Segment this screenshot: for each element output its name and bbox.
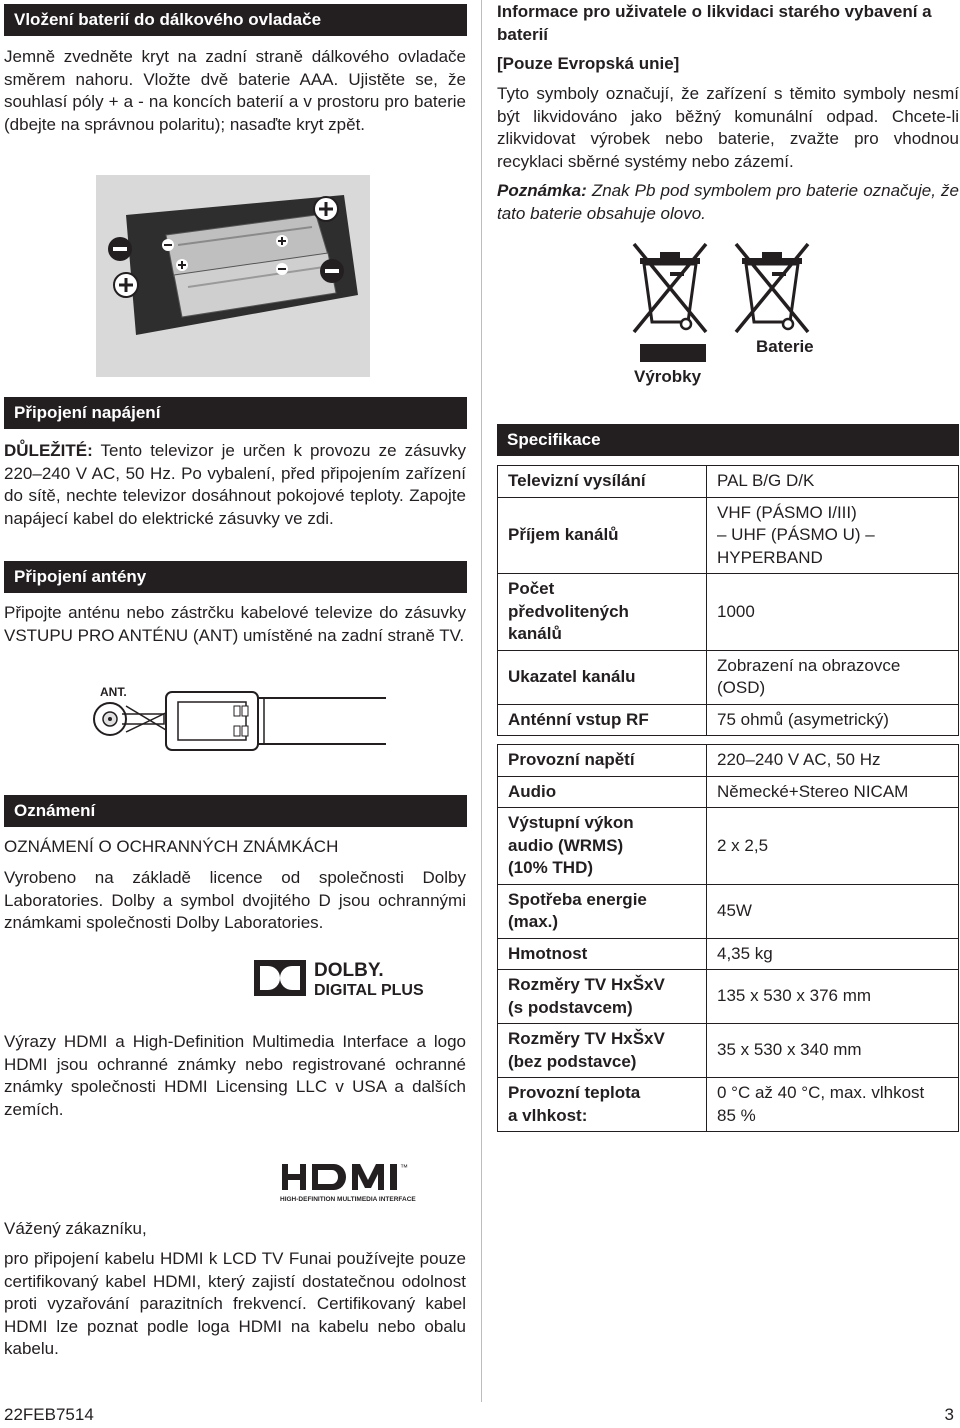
table-row [498, 884, 959, 938]
spec-key: Televizní vysílání [498, 466, 707, 498]
power-heading: Připojení napájení [4, 397, 467, 429]
table-row [498, 808, 959, 885]
spec-value: 35 x 530 x 340 mm [707, 1024, 959, 1078]
weee-products-icon [630, 240, 710, 365]
note-label: Poznámka: [497, 181, 587, 200]
dolby-text: Vyrobeno na základě licence od společnosti Dolby Laboratories. Dolby a symbol dvojitého D jsou ochrannými známkami společnosti Dolby Laboratories. [4, 868, 466, 932]
column-divider [481, 0, 482, 1402]
disposal-text: Tyto symboly označují, že zařízení s těmito symboly nesmí být likvidováno jako běžný komunální odpad. Chcete-li zlikvidovat výrobek nebo baterie, zvažte pro vhodnou recyklaci sběrné systémy nebo zázemí. [497, 84, 959, 171]
table-row [498, 970, 959, 1024]
antenna-heading: Připojení antény [4, 561, 467, 593]
dear-customer: Vážený zákazníku, [4, 1219, 147, 1238]
spec-key: Rozměry TV HxŠxV (s podstavcem) [498, 970, 707, 1024]
spec-key: Ukazatel kanálu [498, 650, 707, 704]
batteries-text: Jemně zvedněte kryt na zadní straně dálkového ovladače směrem nahoru. Vložte dvě baterie AAA. Ujistěte se, že souhlasí póly + a - na koncích baterií a v prostoru pro baterie (dbejte na správnou polaritu); nasaďte kryt zpět. [4, 47, 466, 134]
important-label: DŮLEŽITÉ: [4, 441, 93, 460]
spec-key: Audio [498, 776, 707, 808]
spec-key: Rozměry TV HxŠxV (bez podstavce) [498, 1024, 707, 1078]
ant-label: ANT. [100, 685, 127, 699]
spec-value: Zobrazení na obrazovce (OSD) [707, 650, 959, 704]
disposal-note [497, 180, 959, 225]
dolby-digital-plus-logo [252, 958, 432, 998]
spec-value: 0 °C až 40 °C, max. vlhkost 85 % [707, 1078, 959, 1132]
table-row [498, 1078, 959, 1132]
doc-code: 22FEB7514 [4, 1405, 94, 1424]
antenna-text: Připojte anténu nebo zástrčku kabelové televize do zásuvky VSTUPU PRO ANTÉNU (ANT) umístěné na zadní straně TV. [4, 603, 466, 645]
spec-value: 45W [707, 884, 959, 938]
spec-key: Provozní napětí [498, 745, 707, 777]
disposal-heading: Informace pro uživatele o likvidaci starého vybavení a baterií [497, 2, 932, 44]
table-row [498, 497, 959, 574]
specs-heading: Specifikace [497, 424, 959, 456]
label-batteries: Baterie [756, 337, 814, 356]
table-row [498, 704, 959, 736]
table-row [498, 1024, 959, 1078]
table-row [498, 745, 959, 777]
note-text: Znak Pb pod symbolem pro baterie označuje, že tato baterie obsahuje olovo. [497, 181, 959, 223]
table-row [498, 938, 959, 970]
spec-key: Hmotnost [498, 938, 707, 970]
power-text [4, 440, 466, 530]
table-row [498, 650, 959, 704]
hdmi-cable-text: pro připojení kabelu HDMI k LCD TV Funai používejte pouze certifikovaný kabel HDMI, který zajistí dostatečnou odolnost proti vyzařování parazitních frekvencí. Certifikovaný kabel HDMI lze poznat podle loga HDMI na kabelu nebo obalu kabelu. [4, 1249, 466, 1358]
dolby-digital-plus-text: DIGITAL PLUS [314, 982, 424, 998]
table-gap [498, 736, 959, 745]
spec-value: 1000 [707, 574, 959, 651]
notice-heading: Oznámení [4, 795, 467, 827]
spec-value: Německé+Stereo NICAM [707, 776, 959, 808]
spec-value: 220–240 V AC, 50 Hz [707, 745, 959, 777]
trademark-subheading: OZNÁMENÍ O OCHRANNÝCH ZNÁMKÁCH [4, 837, 339, 856]
table-row [498, 466, 959, 498]
antenna-plug-illustration [86, 682, 386, 762]
table-row [498, 776, 959, 808]
spec-key: Spotřeba energie (max.) [498, 884, 707, 938]
batteries-heading: Vložení baterií do dálkového ovladače [4, 4, 467, 36]
spec-value: 2 x 2,5 [707, 808, 959, 885]
dolby-logo-text: DOLBY. [314, 960, 384, 981]
power-body: Tento televizor je určen k provozu ze zásuvky 220–240 V AC, 50 Hz. Po vybalení, před připojením zařízení do sítě, nechte televizor dosáhnout pokojové teploty. Zapojte napájecí kabel do elektrické zásuvky ve zdi. [4, 441, 466, 528]
hdmi-logo [280, 1160, 432, 1204]
spec-key: Příjem kanálů [498, 497, 707, 574]
battery-compartment-illustration [96, 175, 370, 377]
weee-batteries-icon [732, 240, 812, 340]
hdmi-logo-subtitle: HIGH-DEFINITION MULTIMEDIA INTERFACE [280, 1196, 416, 1203]
table-gap-cell [498, 736, 959, 745]
spec-value: 75 ohmů (asymetrický) [707, 704, 959, 736]
spec-value: VHF (PÁSMO I/III) – UHF (PÁSMO U) – HYPERBAND [707, 497, 959, 574]
spec-value: PAL B/G D/K [707, 466, 959, 498]
spec-value: 4,35 kg [707, 938, 959, 970]
spec-key: Počet předvolitených kanálů [498, 574, 707, 651]
label-products: Výrobky [634, 367, 702, 386]
spec-key: Anténní vstup RF [498, 704, 707, 736]
specifications-table [497, 465, 959, 1132]
eu-only-label: [Pouze Evropská unie] [497, 54, 680, 73]
hdmi-tm: ™ [400, 1163, 408, 1172]
spec-key: Provozní teplota a vlhkost: [498, 1078, 707, 1132]
hdmi-trademark-text: Výrazy HDMI a High-Definition Multimedia Interface a logo HDMI jsou ochranné známky nebo registrované ochranné známky společnosti HDMI Licensing LLC v USA a dalších zemích. [4, 1032, 466, 1119]
spec-key: Výstupní výkon audio (WRMS) (10% THD) [498, 808, 707, 885]
page-number: 3 [944, 1405, 954, 1424]
spec-value: 135 x 530 x 376 mm [707, 970, 959, 1024]
table-row [498, 574, 959, 651]
